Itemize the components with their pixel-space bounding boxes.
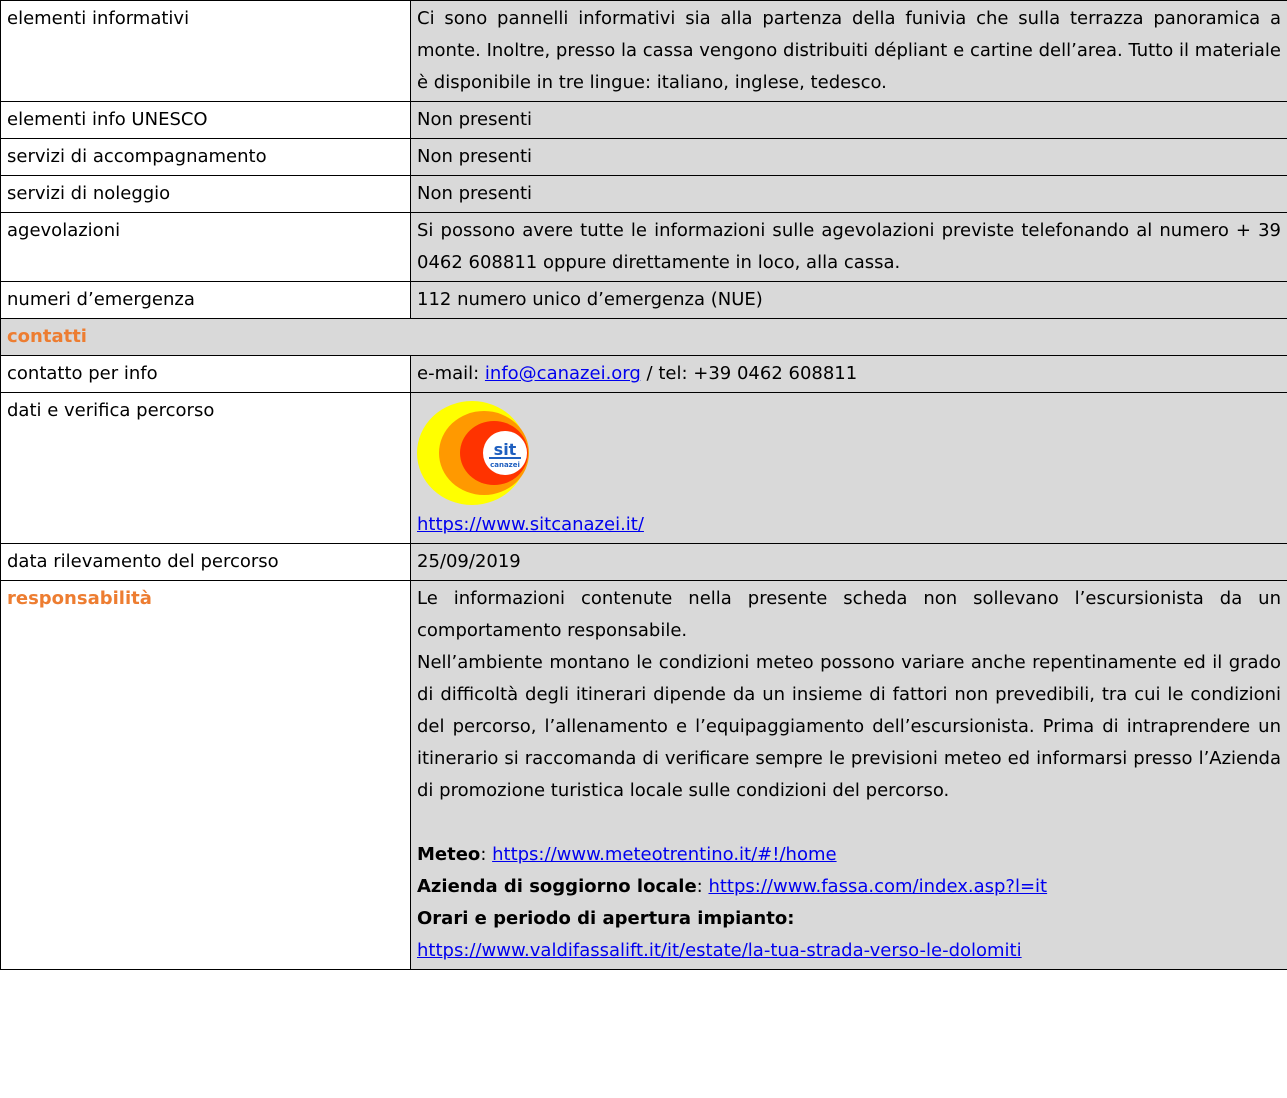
- row-label: dati e verifica percorso: [1, 393, 411, 544]
- email-prefix: e-mail:: [417, 363, 485, 384]
- row-label-accent: [1, 581, 411, 970]
- row-label: servizi di accompagnamento: [1, 139, 411, 176]
- section-title-text: contatti: [7, 326, 87, 347]
- meteo-sep: :: [480, 844, 493, 865]
- row-label: servizi di noleggio: [1, 176, 411, 213]
- azienda-link[interactable]: https://www.fassa.com/index.asp?l=it: [708, 876, 1048, 897]
- orari-line: [417, 903, 1281, 935]
- sitcanazei-link[interactable]: https://www.sitcanazei.it/: [417, 514, 644, 535]
- row-label: elementi info UNESCO: [1, 102, 411, 139]
- table-row: [1, 393, 1287, 544]
- table-row: [1, 139, 1287, 176]
- section-title: [1, 319, 1287, 356]
- table-row: [1, 581, 1287, 970]
- row-value: Ci sono pannelli informativi sia alla partenza della funivia che sulla terrazza panoramica a monte. Inoltre, presso la cassa vengono distribuiti dépliant e cartine dell’area. Tutto il materiale è disponibile in tre lingue: italiano, inglese, tedesco.: [411, 1, 1287, 102]
- row-value: [411, 356, 1287, 393]
- responsabilita-label: responsabilità: [7, 588, 152, 609]
- spacer: [417, 807, 1281, 839]
- orari-link[interactable]: https://www.valdifassalift.it/it/estate/la-tua-strada-verso-le-dolomiti: [417, 940, 1022, 961]
- meteo-line: [417, 839, 1281, 871]
- sitcanazei-logo: [417, 401, 537, 505]
- row-value: [411, 393, 1287, 544]
- tel-text: / tel: +39 0462 608811: [640, 363, 858, 384]
- azienda-line: [417, 871, 1281, 903]
- azienda-label: Azienda di soggiorno locale: [417, 876, 697, 897]
- section-header-row: [1, 319, 1287, 356]
- sitcanazei-logo-container: [417, 395, 1281, 509]
- logo-text-canazei: canazei: [490, 461, 520, 469]
- email-link[interactable]: info@canazei.org: [484, 363, 641, 384]
- row-label: contatto per info: [1, 356, 411, 393]
- orari-label: Orari e periodo di apertura impianto:: [417, 908, 795, 929]
- row-label: data rilevamento del percorso: [1, 544, 411, 581]
- table-row: [1, 213, 1287, 282]
- row-label: numeri d’emergenza: [1, 282, 411, 319]
- table-row: [1, 544, 1287, 581]
- table-row: [1, 102, 1287, 139]
- row-value: [411, 581, 1287, 970]
- table-row: [1, 176, 1287, 213]
- table-row: [1, 1, 1287, 102]
- row-value: Si possono avere tutte le informazioni sulle agevolazioni previste telefonando al numero + 39 0462 608811 oppure direttamente in loco, alla cassa.: [411, 213, 1287, 282]
- azienda-sep: :: [696, 876, 709, 897]
- orari-link-line: [417, 935, 1281, 967]
- row-label: elementi informativi: [1, 1, 411, 102]
- table-row: [1, 356, 1287, 393]
- disclaimer-paragraph-2: Nell’ambiente montano le condizioni meteo possono variare anche repentinamente ed il grado di difficoltà degli itinerari dipende da un insieme di fattori non prevedibili, tra cui le condizioni del percorso, l’allenamento e l’equipaggiamento dell’escursionista. Prima di intraprendere un itinerario si raccomanda di verificare sempre le previsioni meteo ed informarsi presso l’Azienda di promozione turistica locale sulle condizioni del percorso.: [417, 652, 1281, 801]
- row-label: agevolazioni: [1, 213, 411, 282]
- logo-text-sit: sit: [493, 440, 517, 459]
- row-value: 25/09/2019: [411, 544, 1287, 581]
- row-value: Non presenti: [411, 139, 1287, 176]
- row-value: 112 numero unico d’emergenza (NUE): [411, 282, 1287, 319]
- meteo-label: Meteo: [417, 844, 481, 865]
- meteo-link[interactable]: https://www.meteotrentino.it/#!/home: [492, 844, 837, 865]
- row-value: Non presenti: [411, 102, 1287, 139]
- table-row: [1, 282, 1287, 319]
- disclaimer-paragraph-1: Le informazioni contenute nella presente scheda non sollevano l’escursionista da un comportamento responsabile.: [417, 588, 1281, 641]
- row-value: Non presenti: [411, 176, 1287, 213]
